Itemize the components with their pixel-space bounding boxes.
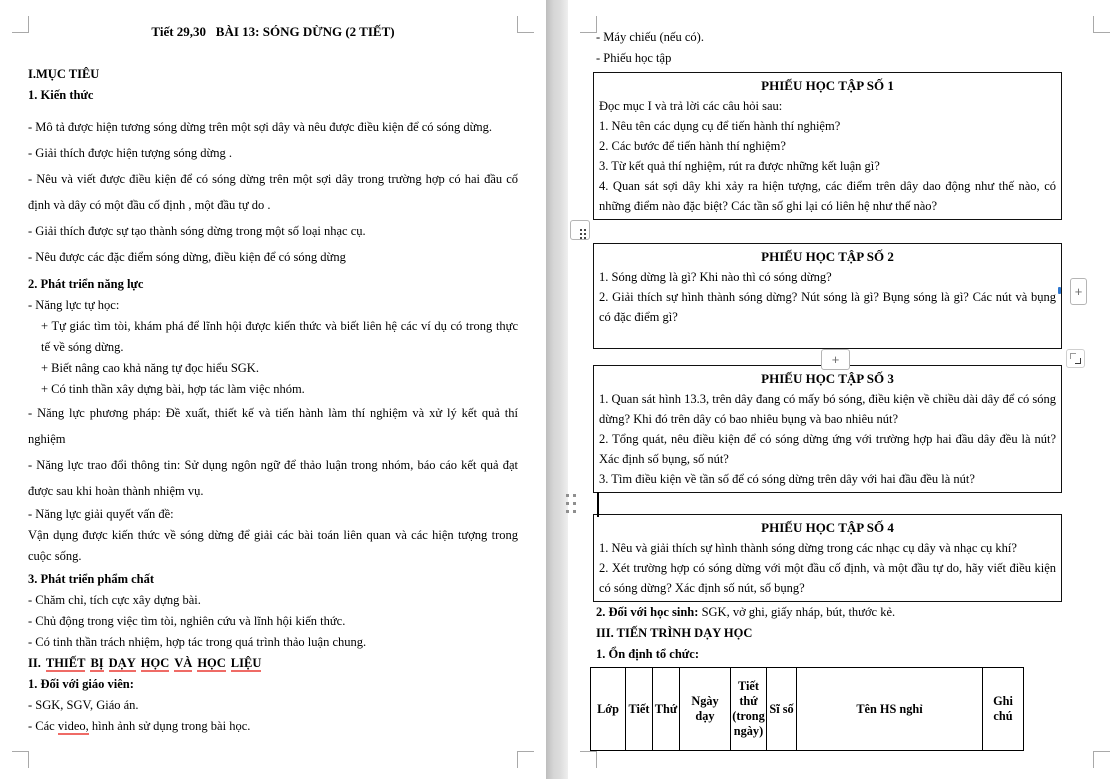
empty-line[interactable]: [596, 493, 1093, 514]
worksheet-box-2[interactable]: [593, 243, 1062, 349]
paragraph[interactable]: - Nêu được các đặc điểm sóng dừng, điều kiện để có sóng dừng: [28, 250, 346, 264]
misspelled-word: video,: [57, 719, 89, 733]
text-boundary-mark: [1093, 751, 1110, 768]
text-boundary-mark: [12, 16, 29, 33]
text-run: hình ảnh sử dụng trong bài học.: [88, 719, 251, 733]
drag-handle[interactable]: [566, 494, 578, 515]
heading-on-dinh[interactable]: 1. Ổn định tổ chức:: [596, 647, 700, 661]
text-boundary-mark: [517, 751, 534, 768]
text-run: - Các: [28, 719, 58, 733]
page-right[interactable]: [568, 0, 1118, 779]
worksheet-line[interactable]: 4. Quan sát sợi dây khi xảy ra hiện tượng, các điểm trên dây dao động như thế nào, có những điểm nào đặc biệt? Các tần số ghi lại có liên hệ như thế nào?: [599, 179, 1056, 213]
worksheet-line[interactable]: Đọc mục I và trả lời các câu hỏi sau:: [599, 99, 783, 113]
worksheet-title[interactable]: PHIẾU HỌC TẬP SỐ 3: [761, 371, 894, 386]
paragraph[interactable]: - Chăm chỉ, tích cực xây dựng bài.: [28, 593, 201, 607]
text-boundary-mark: [12, 751, 29, 768]
misspelled-word: DẠY: [108, 656, 136, 670]
attendance-header-cell[interactable]: Lớp: [591, 668, 626, 751]
heading-pham-chat[interactable]: 3. Phát triển phẩm chất: [28, 572, 155, 586]
worksheet-box-3[interactable]: [593, 365, 1062, 493]
table-resize-handle[interactable]: [1066, 349, 1085, 368]
worksheet-line[interactable]: 2. Xét trường hợp có sóng dừng với một đầu cố định, và một đầu tự do, hãy viết điều kiện có sóng dừng? Xác định số nút, số bụng?: [599, 561, 1056, 595]
paragraph[interactable]: - Giải thích được hiện tượng sóng dừng .: [28, 146, 233, 160]
table-move-handle-button[interactable]: [570, 220, 590, 240]
misspelled-word: BỊ: [90, 656, 104, 670]
worksheet-title[interactable]: PHIẾU HỌC TẬP SỐ 2: [761, 249, 894, 264]
worksheet-line[interactable]: 1. Nêu và giải thích sự hình thành sóng dừng trong các nhạc cụ dây và nhạc cụ khí?: [599, 541, 1017, 555]
attendance-table[interactable]: [590, 667, 1024, 751]
heading-thiet-bi-prefix: II.: [28, 656, 41, 670]
insert-plus-button-right[interactable]: +: [1070, 278, 1087, 305]
worksheet-line[interactable]: 2. Giải thích sự hình thành sóng dừng? Nút sóng là gì? Bụng sóng là gì? Các nút và bụng có đặc điểm gì?: [599, 290, 1056, 324]
corner-bracket-icon: [1075, 358, 1081, 364]
worksheet-line[interactable]: 2. Tổng quát, nêu điều kiện để có sóng dừng ứng với trường hợp hai đầu dây đều là nút? Xác định số bụng, số nút?: [599, 432, 1056, 466]
misspelled-word: VÀ: [174, 656, 193, 670]
text-run: SGK, vở ghi, giấy nháp, bút, thước kẻ.: [698, 605, 896, 619]
lesson-title[interactable]: Tiết 29,30 BÀI 13: SÓNG DỪNG (2 TIẾT): [151, 24, 395, 39]
heading-nang-luc[interactable]: 2. Phát triển năng lực: [28, 277, 144, 291]
worksheet-line[interactable]: 2. Các bước để tiến hành thí nghiệm?: [599, 139, 786, 153]
paragraph-hoc-sinh[interactable]: [596, 602, 1093, 623]
worksheet-line[interactable]: 1. Quan sát hình 13.3, trên dây đang có mấy bó sóng, điều kiện về chiều dài dây để có sóng dừng? Khi đó trên dây có bao nhiêu bụng và bao nhiêu nút?: [599, 392, 1056, 426]
bold-lead: 2. Đối với học sinh:: [596, 605, 699, 619]
attendance-header-cell[interactable]: Sĩ số: [767, 668, 797, 751]
worksheet-line[interactable]: 3. Tìm điều kiện về tần số để có sóng dừng trên dây với hai đầu đều là nút?: [599, 472, 975, 486]
heading-giao-vien[interactable]: 1. Đối với giáo viên:: [28, 677, 134, 691]
attendance-header-cell[interactable]: Ngày dạy: [680, 668, 731, 751]
paragraph[interactable]: - Năng lực phương pháp: Đề xuất, thiết kế và tiến hành làm thí nghiệm và xử lý kết quả thí nghiệm: [28, 406, 518, 446]
paragraph-video[interactable]: [28, 716, 518, 737]
attendance-header-cell[interactable]: Tiết thứ (trong ngày): [731, 668, 767, 751]
attendance-header-cell[interactable]: Tên HS nghỉ: [797, 668, 983, 751]
paragraph[interactable]: Vận dụng được kiến thức về sóng dừng để giải các bài toán liên quan và các hiện tượng trong cuộc sống.: [28, 528, 518, 563]
text-boundary-mark: [1093, 16, 1110, 33]
paragraph[interactable]: - Năng lực giải quyết vấn đề:: [28, 507, 174, 521]
worksheet-title[interactable]: PHIẾU HỌC TẬP SỐ 1: [761, 78, 894, 93]
misspelled-word: LIỆU: [230, 656, 262, 670]
page-left-text-area[interactable]: [0, 0, 546, 737]
paragraph[interactable]: - Phiếu học tập: [596, 51, 672, 65]
paragraph[interactable]: + Biết nâng cao khả năng tự đọc hiểu SGK.: [41, 361, 259, 375]
worksheet-line[interactable]: 1. Sóng dừng là gì? Khi nào thì có sóng dừng?: [599, 270, 832, 284]
paragraph[interactable]: - Năng lực trao đổi thông tin: Sử dụng ngôn ngữ để thảo luận trong nhóm, báo cáo kết quả đạt được sau khi hoàn thành nhiệm vụ.: [28, 458, 518, 498]
attendance-header-cell[interactable]: Ghi chú: [983, 668, 1024, 751]
paragraph[interactable]: - Giải thích được sự tạo thành sóng dừng trong một số loại nhạc cụ.: [28, 224, 366, 238]
worksheet-title[interactable]: PHIẾU HỌC TẬP SỐ 4: [761, 520, 894, 535]
page-left[interactable]: [0, 0, 546, 779]
worksheet-box-1[interactable]: [593, 72, 1062, 220]
heading-kien-thuc[interactable]: 1. Kiến thức: [28, 88, 94, 102]
text-boundary-mark: [580, 16, 597, 33]
attendance-header-cell[interactable]: Thứ: [653, 668, 680, 751]
worksheet-line[interactable]: 3. Từ kết quả thí nghiệm, rút ra được những kết luận gì?: [599, 159, 880, 173]
paragraph[interactable]: - Mô tả được hiện tương sóng dừng trên một sợi dây và nêu được điều kiện để có sóng dừng.: [28, 120, 493, 134]
paragraph[interactable]: - Chủ động trong việc tìm tòi, nghiên cứu và lĩnh hội kiến thức.: [28, 614, 346, 628]
heading-tien-trinh[interactable]: III. TIẾN TRÌNH DẠY HỌC: [596, 626, 753, 640]
paragraph[interactable]: - Có tinh thần trách nhiệm, hợp tác trong quá trình thảo luận chung.: [28, 635, 367, 649]
text-cursor: [597, 492, 599, 517]
heading-thiet-bi[interactable]: [28, 653, 518, 674]
paragraph[interactable]: - SGK, SGV, Giáo án.: [28, 698, 139, 712]
six-dots-icon: [566, 494, 569, 497]
paragraph[interactable]: - Máy chiếu (nếu có).: [596, 30, 704, 44]
paragraph[interactable]: + Tự giác tìm tòi, khám phá để lĩnh hội được kiến thức và biết liên hệ các ví dụ có trong thực tế về sóng dừng.: [41, 319, 518, 354]
paragraph[interactable]: - Nêu và viết được điều kiện để có sóng dừng trên một sợi dây trong trường hợp có hai đầu cố định và dây có một đầu cố định , một đầu tự do .: [28, 172, 518, 212]
six-dots-icon: [580, 229, 582, 231]
misspelled-word: HỌC: [140, 656, 170, 670]
paragraph[interactable]: + Có tinh thần xây dựng bài, hợp tác làm việc nhóm.: [41, 382, 305, 396]
insert-indicator-dot: [1058, 287, 1061, 294]
paragraph[interactable]: - Năng lực tự học:: [28, 298, 120, 312]
heading-muc-tieu[interactable]: I.MỤC TIÊU: [28, 67, 100, 81]
page-right-text-area[interactable]: [568, 0, 1118, 751]
text-boundary-mark: [517, 16, 534, 33]
worksheet-line[interactable]: 1. Nêu tên các dụng cụ để tiến hành thí nghiệm?: [599, 119, 841, 133]
text-boundary-mark: [580, 751, 597, 768]
misspelled-word: HỌC: [197, 656, 226, 670]
worksheet-box-4[interactable]: [593, 514, 1062, 602]
table-header-row: [591, 668, 1024, 751]
misspelled-word: THIẾT: [45, 656, 86, 670]
insert-plus-button-top[interactable]: +: [821, 349, 850, 370]
page-gap: [546, 0, 568, 779]
attendance-header-cell[interactable]: Tiết: [626, 668, 653, 751]
